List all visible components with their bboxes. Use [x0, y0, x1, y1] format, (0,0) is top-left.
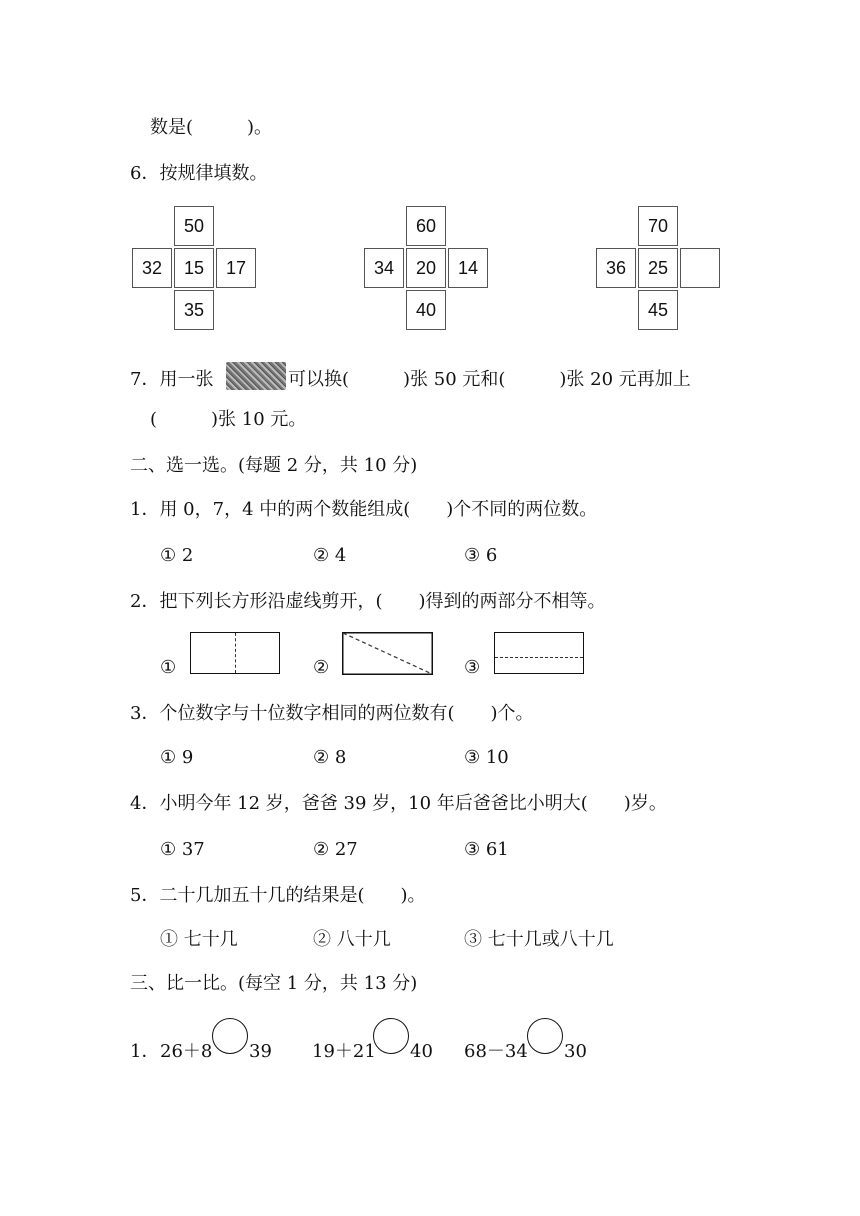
s2-q2-option-2[interactable]: ② — [313, 657, 330, 678]
s3-q1-item3-right: 30 — [564, 1041, 587, 1062]
s2-q2-text: 2．把下列长方形沿虚线剪开，( )得到的两部分不相等。 — [130, 591, 606, 612]
cross-3-center: 25 — [638, 248, 678, 288]
rectangle-horizontal-cut — [494, 632, 584, 674]
s2-q4-option-3[interactable]: ③ 61 — [464, 839, 509, 860]
s2-q1-option-1[interactable]: ① 2 — [160, 545, 194, 566]
q7-mid: 可以换( )张 50 元和( )张 20 元再加上 — [288, 369, 691, 390]
s2-q2-option-1[interactable]: ① — [160, 657, 177, 678]
cross-1-center: 15 — [174, 248, 214, 288]
cross-3-left: 36 — [596, 248, 636, 288]
compare-circle-3[interactable] — [527, 1018, 563, 1054]
horizontal-dashed-line — [495, 657, 583, 658]
q7-prefix: 7．用一张 — [130, 369, 214, 390]
s2-q4-option-2[interactable]: ② 27 — [313, 839, 358, 860]
s2-q5-text: 5．二十几加五十几的结果是( )。 — [130, 885, 426, 906]
s2-q2-option-3[interactable]: ③ — [464, 657, 481, 678]
s2-q5-option-3[interactable]: ③ 七十几或八十几 — [464, 929, 614, 950]
cross-2-bottom: 40 — [406, 290, 446, 330]
s3-q1-item1-left: 26＋8 — [160, 1041, 213, 1062]
cross-1-left: 32 — [132, 248, 172, 288]
s2-q4-text: 4．小明今年 12 岁，爸爸 39 岁，10 年后爸爸比小明大( )岁。 — [130, 793, 667, 814]
s3-q1-item1-right: 39 — [249, 1041, 272, 1062]
cross-2-top: 60 — [406, 206, 446, 246]
s2-q1-text: 1．用 0，7，4 中的两个数能组成( )个不同的两位数。 — [130, 499, 598, 520]
section3-title: 三、比一比。(每空 1 分，共 13 分) — [130, 973, 418, 994]
vertical-dashed-line — [235, 633, 236, 673]
q7-line2: ( )张 10 元。 — [150, 409, 307, 430]
cross-3-bottom: 45 — [638, 290, 678, 330]
s2-q3-option-1[interactable]: ① 9 — [160, 747, 194, 768]
cross-3-right-blank[interactable] — [680, 248, 720, 288]
cross-2-right: 14 — [448, 248, 488, 288]
s2-q3-text: 3．个位数字与十位数字相同的两位数有( )个。 — [130, 703, 534, 724]
section2-title: 二、选一选。(每题 2 分，共 10 分) — [130, 455, 418, 476]
s2-q5-option-2[interactable]: ② 八十几 — [313, 929, 391, 950]
s3-q1-item2-left: 19＋21 — [312, 1041, 376, 1062]
s3-q1-item2-right: 40 — [410, 1041, 433, 1062]
compare-circle-2[interactable] — [373, 1018, 409, 1054]
banknote-100-yuan-image — [226, 362, 286, 390]
s2-q5-option-1[interactable]: ① 七十几 — [160, 929, 238, 950]
compare-circle-1[interactable] — [212, 1018, 248, 1054]
s3-q1-label: 1． — [130, 1041, 160, 1062]
cross-1-right: 17 — [216, 248, 256, 288]
q6-title: 6．按规律填数。 — [130, 163, 268, 184]
s3-q1-item3-left: 68－34 — [464, 1041, 528, 1062]
cross-1-bottom: 35 — [174, 290, 214, 330]
rectangle-diagonal-cut — [342, 632, 433, 675]
s2-q3-option-3[interactable]: ③ 10 — [464, 747, 509, 768]
s2-q3-option-2[interactable]: ② 8 — [313, 747, 347, 768]
cross-2-center: 20 — [406, 248, 446, 288]
top-fragment: 数是( )。 — [150, 117, 273, 138]
s2-q4-option-1[interactable]: ① 37 — [160, 839, 205, 860]
s2-q1-option-2[interactable]: ② 4 — [313, 545, 347, 566]
s2-q1-option-3[interactable]: ③ 6 — [464, 545, 498, 566]
cross-1-top: 50 — [174, 206, 214, 246]
cross-2-left: 34 — [364, 248, 404, 288]
cross-3-top: 70 — [638, 206, 678, 246]
rectangle-vertical-cut — [190, 632, 280, 674]
